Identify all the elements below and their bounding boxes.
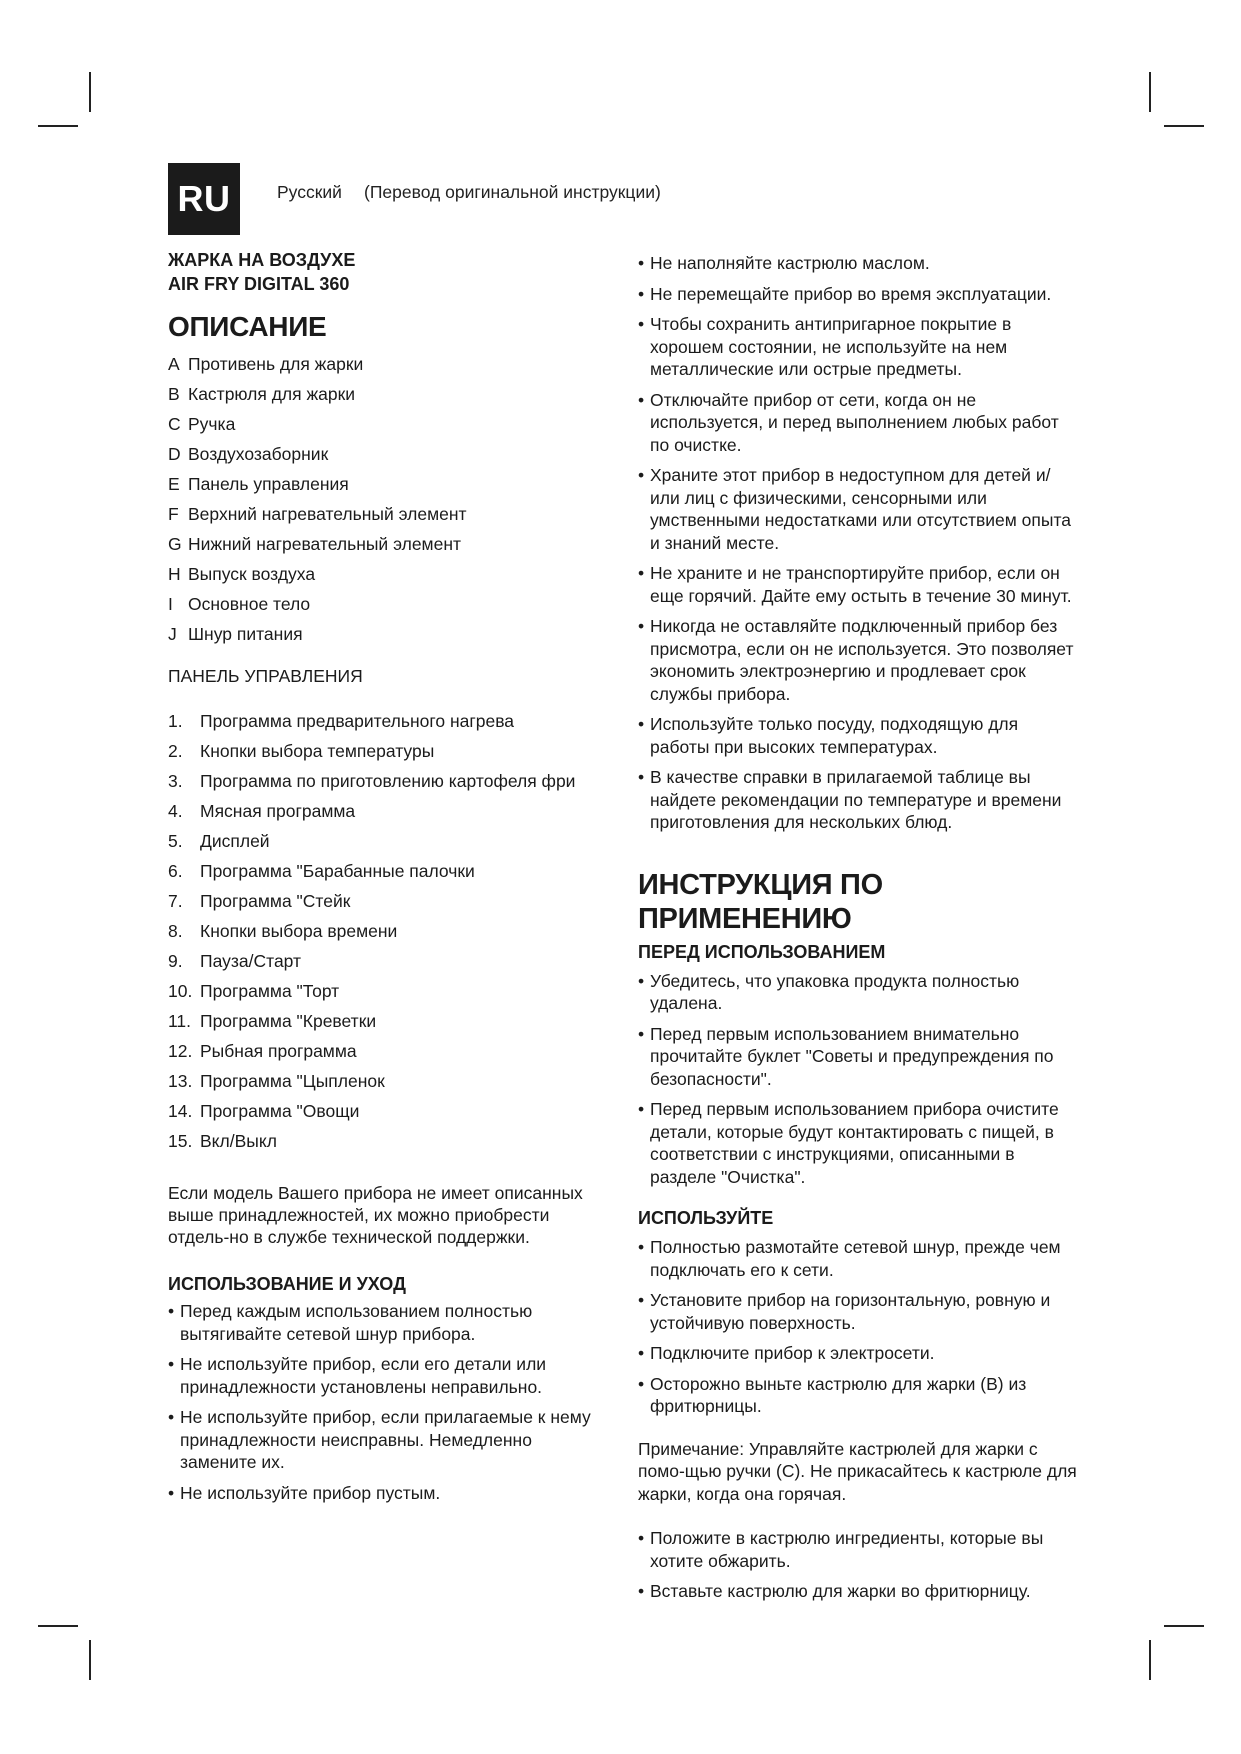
- care-item: • Перед каждым использованием полностью вытягивайте сетевой шнур прибора.: [168, 1300, 608, 1345]
- panel-item-label: Программа "Цыпленок: [200, 1071, 385, 1091]
- part-item-label: Верхний нагревательный элемент: [188, 504, 467, 524]
- panel-item: [168, 890, 608, 912]
- panel-item-label: Кнопки выбора температуры: [200, 741, 435, 761]
- part-item-key: A: [168, 354, 180, 374]
- part-item-key: D: [168, 444, 181, 464]
- part-item-key: J: [168, 624, 177, 644]
- part-item-label: Воздухозаборник: [188, 444, 329, 464]
- panel-item-label: Вкл/Выкл: [200, 1131, 277, 1151]
- care-item: • Не используйте прибор, если его детали или принадлежности установлены неправильно.: [168, 1353, 608, 1398]
- part-item: [168, 353, 608, 375]
- control-panel-list: [168, 710, 608, 1152]
- accessories-note: Если модель Вашего прибора не имеет описанных выше принадлежностей, их можно приобрести отдель-но в службе технической поддержки.: [168, 1183, 583, 1247]
- right-column: [638, 248, 1080, 1611]
- care-title: ИСПОЛЬЗОВАНИЕ И УХОД: [168, 1274, 406, 1294]
- language-name: Русский: [277, 182, 342, 202]
- part-item-label: Панель управления: [188, 474, 349, 494]
- panel-item-label: Пауза/Старт: [200, 951, 302, 971]
- panel-item-label: Мясная программа: [200, 801, 356, 821]
- panel-item-key: 9.: [168, 951, 183, 971]
- use-item: • Осторожно выньте кастрюлю для жарки (B) из фритюрницы.: [638, 1373, 1080, 1418]
- panel-item-key: 7.: [168, 891, 183, 911]
- part-item: [168, 533, 608, 555]
- use-item: • Подключите прибор к электросети.: [638, 1342, 1080, 1365]
- part-item-label: Нижний нагревательный элемент: [188, 534, 462, 554]
- usage-note: Примечание: Управляйте кастрюлей для жарки с помо-щью ручки (C). Не прикасайтесь к кастрюле для жарки, когда она горячая.: [638, 1438, 1077, 1504]
- part-item: [168, 563, 608, 585]
- parts-list: [168, 353, 608, 645]
- crop-mark: [1149, 72, 1151, 112]
- panel-item-key: 15.: [168, 1131, 193, 1151]
- crop-mark: [89, 72, 91, 112]
- before-use-item: • Перед первым использованием прибора очистите детали, которые будут контактировать с пищей, в соответствии с инструкциями, описанными в разделе "Очистка".: [638, 1098, 1080, 1188]
- use-item: • Установите прибор на горизонтальную, ровную и устойчивую поверхность.: [638, 1289, 1080, 1334]
- crop-mark: [38, 1625, 78, 1627]
- care-item: • Не наполняйте кастрюлю маслом.: [638, 252, 1080, 275]
- panel-item: [168, 1130, 608, 1152]
- before-use-list: [638, 970, 1080, 1189]
- panel-item: [168, 950, 608, 972]
- part-item-key: G: [168, 534, 182, 554]
- panel-item-label: Кнопки выбора времени: [200, 921, 398, 941]
- panel-item-key: 10.: [168, 981, 193, 1001]
- panel-item: [168, 770, 608, 792]
- panel-item: [168, 980, 608, 1002]
- crop-mark: [1164, 125, 1204, 127]
- care-item: • Храните этот прибор в недоступном для детей и/или лиц с физическими, сенсорными или умственными недостатками или отсутствием опыта и знаний месте.: [638, 464, 1080, 554]
- care-item: • Никогда не оставляйте подключенный прибор без присмотра, если он не используется. Это позволяет экономить электроэнергию и продлевает срок службы прибора.: [638, 615, 1080, 705]
- final-step-item: • Вставьте кастрюлю для жарки во фритюрницу.: [638, 1580, 1080, 1603]
- part-item-label: Противень для жарки: [188, 354, 364, 374]
- panel-item: [168, 830, 608, 852]
- care-item: • Используйте только посуду, подходящую для работы при высоких температурах.: [638, 713, 1080, 758]
- language-badge: RU: [168, 163, 240, 235]
- left-column: [168, 248, 608, 1512]
- panel-item-label: Программа "Торт: [200, 981, 340, 1001]
- panel-item: [168, 1070, 608, 1092]
- part-item: [168, 623, 608, 645]
- translation-note: (Перевод оригинальной инструкции): [364, 182, 661, 202]
- care-item: • Чтобы сохранить антипригарное покрытие в хорошем состоянии, не используйте на нем металлические или острые предметы.: [638, 313, 1080, 381]
- care-list: [168, 1300, 608, 1504]
- part-item: [168, 413, 608, 435]
- panel-item: [168, 740, 608, 762]
- panel-item-key: 8.: [168, 921, 183, 941]
- crop-mark: [89, 1640, 91, 1680]
- care-item: • Не используйте прибор, если прилагаемые к нему принадлежности неисправны. Немедленно замените их.: [168, 1406, 608, 1474]
- before-use-item: • Перед первым использованием внимательно прочитайте буклет "Советы и предупреждения по безопасности".: [638, 1023, 1080, 1091]
- panel-item: [168, 800, 608, 822]
- part-item-key: E: [168, 474, 180, 494]
- panel-item-key: 5.: [168, 831, 183, 851]
- panel-item-label: Программа "Барабанные палочки: [200, 861, 475, 881]
- control-panel-title: ПАНЕЛЬ УПРАВЛЕНИЯ: [168, 666, 363, 686]
- before-use-item: • Убедитесь, что упаковка продукта полностью удалена.: [638, 970, 1080, 1015]
- crop-mark: [1164, 1625, 1204, 1627]
- part-item-label: Выпуск воздуха: [188, 564, 316, 584]
- panel-item: [168, 1100, 608, 1122]
- use-item: • Полностью размотайте сетевой шнур, прежде чем подключать его к сети.: [638, 1236, 1080, 1281]
- care-item: • Не храните и не транспортируйте прибор, если он еще горячий. Дайте ему остыть в течение 30 минут.: [638, 562, 1080, 607]
- panel-item-label: Программа по приготовлению картофеля фри: [200, 771, 576, 791]
- care-item: • В качестве справки в прилагаемой таблице вы найдете рекомендации по температуре и времени приготовления для нескольких блюд.: [638, 766, 1080, 834]
- care-continued-list: [638, 252, 1080, 834]
- part-item-key: F: [168, 504, 179, 524]
- part-item-label: Шнур питания: [188, 624, 303, 644]
- crop-mark: [38, 125, 78, 127]
- panel-item-label: Рыбная программа: [200, 1041, 357, 1061]
- instructions-title: ИНСТРУКЦИЯ ПО ПРИМЕНЕНИЮ: [638, 868, 883, 935]
- panel-item-label: Дисплей: [200, 831, 270, 851]
- crop-mark: [1149, 1640, 1151, 1680]
- panel-item: [168, 1010, 608, 1032]
- panel-item-key: 11.: [168, 1011, 192, 1031]
- panel-item-label: Программа "Овощи: [200, 1101, 360, 1121]
- part-item: [168, 383, 608, 405]
- part-item-key: I: [168, 594, 173, 614]
- panel-item-key: 6.: [168, 861, 183, 881]
- panel-item-label: Программа предварительного нагрева: [200, 711, 515, 731]
- panel-item-label: Программа "Креветки: [200, 1011, 377, 1031]
- product-category: ЖАРКА НА ВОЗДУХЕ: [168, 250, 356, 270]
- part-item: [168, 593, 608, 615]
- care-item: • Не перемещайте прибор во время эксплуатации.: [638, 283, 1080, 306]
- use-list: [638, 1236, 1080, 1418]
- part-item-key: B: [168, 384, 180, 404]
- panel-item: [168, 920, 608, 942]
- part-item-label: Кастрюля для жарки: [188, 384, 356, 404]
- panel-item-key: 13.: [168, 1071, 193, 1091]
- panel-item-key: 3.: [168, 771, 183, 791]
- part-item: [168, 443, 608, 465]
- part-item-label: Ручка: [188, 414, 236, 434]
- panel-item-key: 1.: [168, 711, 183, 731]
- panel-item-key: 4.: [168, 801, 183, 821]
- before-use-title: ПЕРЕД ИСПОЛЬЗОВАНИЕМ: [638, 941, 886, 962]
- panel-item-key: 2.: [168, 741, 183, 761]
- panel-item: [168, 860, 608, 882]
- panel-item: [168, 1040, 608, 1062]
- final-steps-list: [638, 1527, 1080, 1603]
- panel-item-key: 14.: [168, 1101, 193, 1121]
- part-item-label: Основное тело: [188, 594, 311, 614]
- part-item-key: H: [168, 564, 181, 584]
- part-item: [168, 473, 608, 495]
- final-step-item: • Положите в кастрюлю ингредиенты, которые вы хотите обжарить.: [638, 1527, 1080, 1572]
- panel-item-label: Программа "Стейк: [200, 891, 351, 911]
- panel-item-key: 12.: [168, 1041, 193, 1061]
- part-item-key: C: [168, 414, 181, 434]
- description-title: ОПИСАНИЕ: [168, 311, 327, 342]
- use-title: ИСПОЛЬЗУЙТЕ: [638, 1208, 774, 1228]
- part-item: [168, 503, 608, 525]
- product-model: AIR FRY DIGITAL 360: [168, 274, 350, 294]
- care-item: • Отключайте прибор от сети, когда он не используется, и перед выполнением любых работ по очистке.: [638, 389, 1080, 457]
- panel-item: [168, 710, 608, 732]
- care-item: • Не используйте прибор пустым.: [168, 1482, 608, 1505]
